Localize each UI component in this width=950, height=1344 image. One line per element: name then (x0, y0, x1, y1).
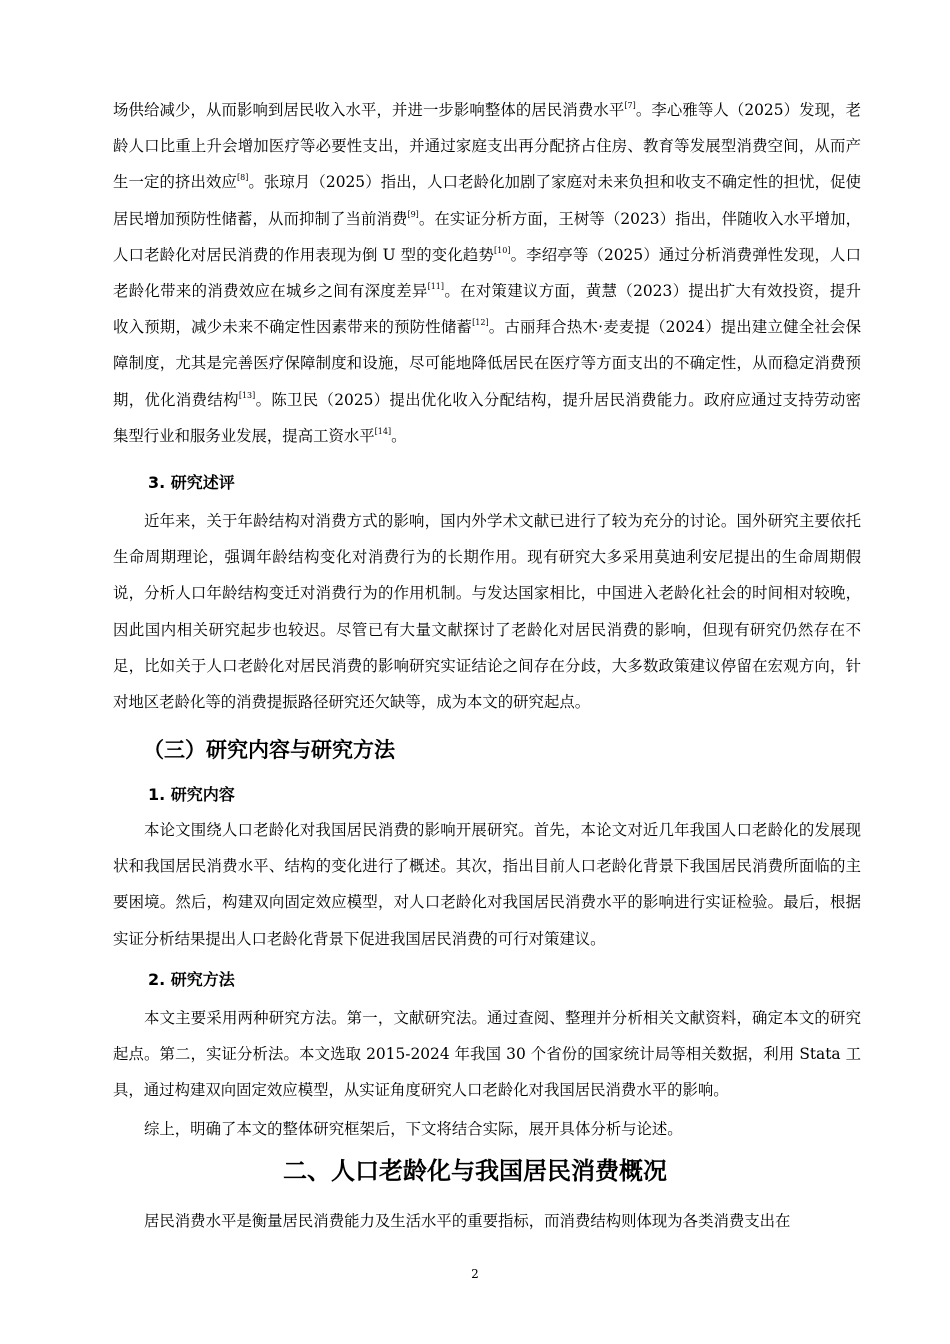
citation-ref: [14] (374, 426, 392, 436)
text-segment: 。在实证分析方面，王树等（2023）指出，伴随收入水平增加，人口老龄化对居民消费的作用表现为倒 U 型的变化趋势 (113, 209, 861, 264)
text-segment: 。 (391, 426, 407, 445)
chapter-heading: 二、人口老龄化与我国居民消费概况 (283, 1157, 667, 1185)
citation-ref: [10] (494, 245, 511, 255)
citation-ref: [8] (236, 173, 249, 183)
text-segment: 。李心雅等人（2025）发现，老龄人口比重上升会增加医疗等必要性支出，并通过家庭支出再分配挤占住房、教育等发展型消费空间，从而产生一定的挤出效应 (113, 101, 861, 192)
citation-ref: [12] (472, 318, 489, 328)
text-segment: 。陈卫民（2025）提出优化收入分配结构，提升居民消费能力。政府应通过支持劳动密集型行业和服务业发展，提高工资水平 (113, 390, 861, 445)
text-segment: 场供给减少，从而影响到居民收入水平，并进一步影响整体的居民消费水平 (113, 101, 625, 119)
chapter-paragraph: 居民消费水平是衡量居民消费能力及生活水平的重要指标，而消费结构则体现为各类消费支出在 (144, 1212, 791, 1230)
text-segment: 。张琼月（2025）指出，人口老龄化加剧了家庭对未来负担和收支不确定性的担忧，促使居民增加预防性储蓄，从而抑制了当前消费 (113, 173, 861, 228)
citation-ref: [13] (238, 390, 256, 400)
content-paragraph: 本论文围绕人口老龄化对我国居民消费的影响开展研究。首先，本论文对近几年我国人口老龄化的发展现状和我国居民消费水平、结构的变化进行了概述。其次，指出目前人口老龄化背景下我国居民消费所面临的主要困境。然后，构建双向固定效应模型，对人口老龄化对我国居民消费水平的影响进行实证检验。最后，根据实证分析结果提出人口老龄化背景下促进我国居民消费的可行对策建议。 (113, 821, 861, 948)
text-segment: 。李绍亭等（2025）通过分析消费弹性发现，人口老龄化带来的消费效应在城乡之间有深度差异 (113, 245, 861, 301)
summary-paragraph: 综上，明确了本文的整体研究框架后，下文将结合实际，展开具体分析与论述。 (144, 1120, 683, 1138)
citation-ref: [9] (407, 209, 419, 219)
literature-paragraph (113, 92, 861, 454)
content-heading: 1. 研究内容 (148, 785, 235, 804)
review-paragraph: 近年来，关于年龄结构对消费方式的影响，国内外学术文献已进行了较为充分的讨论。国外研究主要依托生命周期理论，强调年龄结构变化对消费行为的长期作用。现有研究大多采用莫迪利安尼提出的生命周期假说，分析人口年龄结构变迁对消费行为的作用机制。与发达国家相比，中国进入老龄化社会的时间相对较晚，因此国内相关研究起步也较迟。尽管已有大量文献探讨了老龄化对居民消费的影响，但现有研究仍然存在不足，比如关于人口老龄化对居民消费的影响研究实证结论之间存在分歧，大多数政策建议停留在宏观方向，针对地区老龄化等的消费提振路径研究还欠缺等，成为本文的研究起点。 (113, 512, 861, 712)
method-paragraph: 本文主要采用两种研究方法。第一，文献研究法。通过查阅、整理并分析相关文献资料，确定本文的研究起点。第二，实证分析法。本文选取 2015-2024 年我国 30 个省份的国家统计局等相关数据，利用 Stata 工具，通过构建双向固定效应模型，从实证角度研究人口老龄化对我国居民消费水平的影响。 (113, 1009, 861, 1100)
text-segment: 。古丽拜合热木·麦麦提（2024）提出建立健全社会保障制度，尤其是完善医疗保障制度和设施，尽可能地降低居民在医疗等方面支出的不确定性，从而稳定消费预期，优化消费结构 (113, 318, 861, 409)
citation-ref: [7] (624, 101, 636, 110)
review-heading: 3. 研究述评 (148, 473, 235, 492)
citation-ref: [11] (427, 282, 444, 292)
page-number: 2 (471, 1267, 479, 1281)
section-heading: （三）研究内容与研究方法 (143, 738, 395, 762)
method-heading: 2. 研究方法 (148, 970, 235, 989)
text-segment: 。在对策建议方面，黄慧（2023）提出扩大有效投资，提升收入预期，减少未来不确定性因素带来的预防性储蓄 (113, 282, 861, 337)
